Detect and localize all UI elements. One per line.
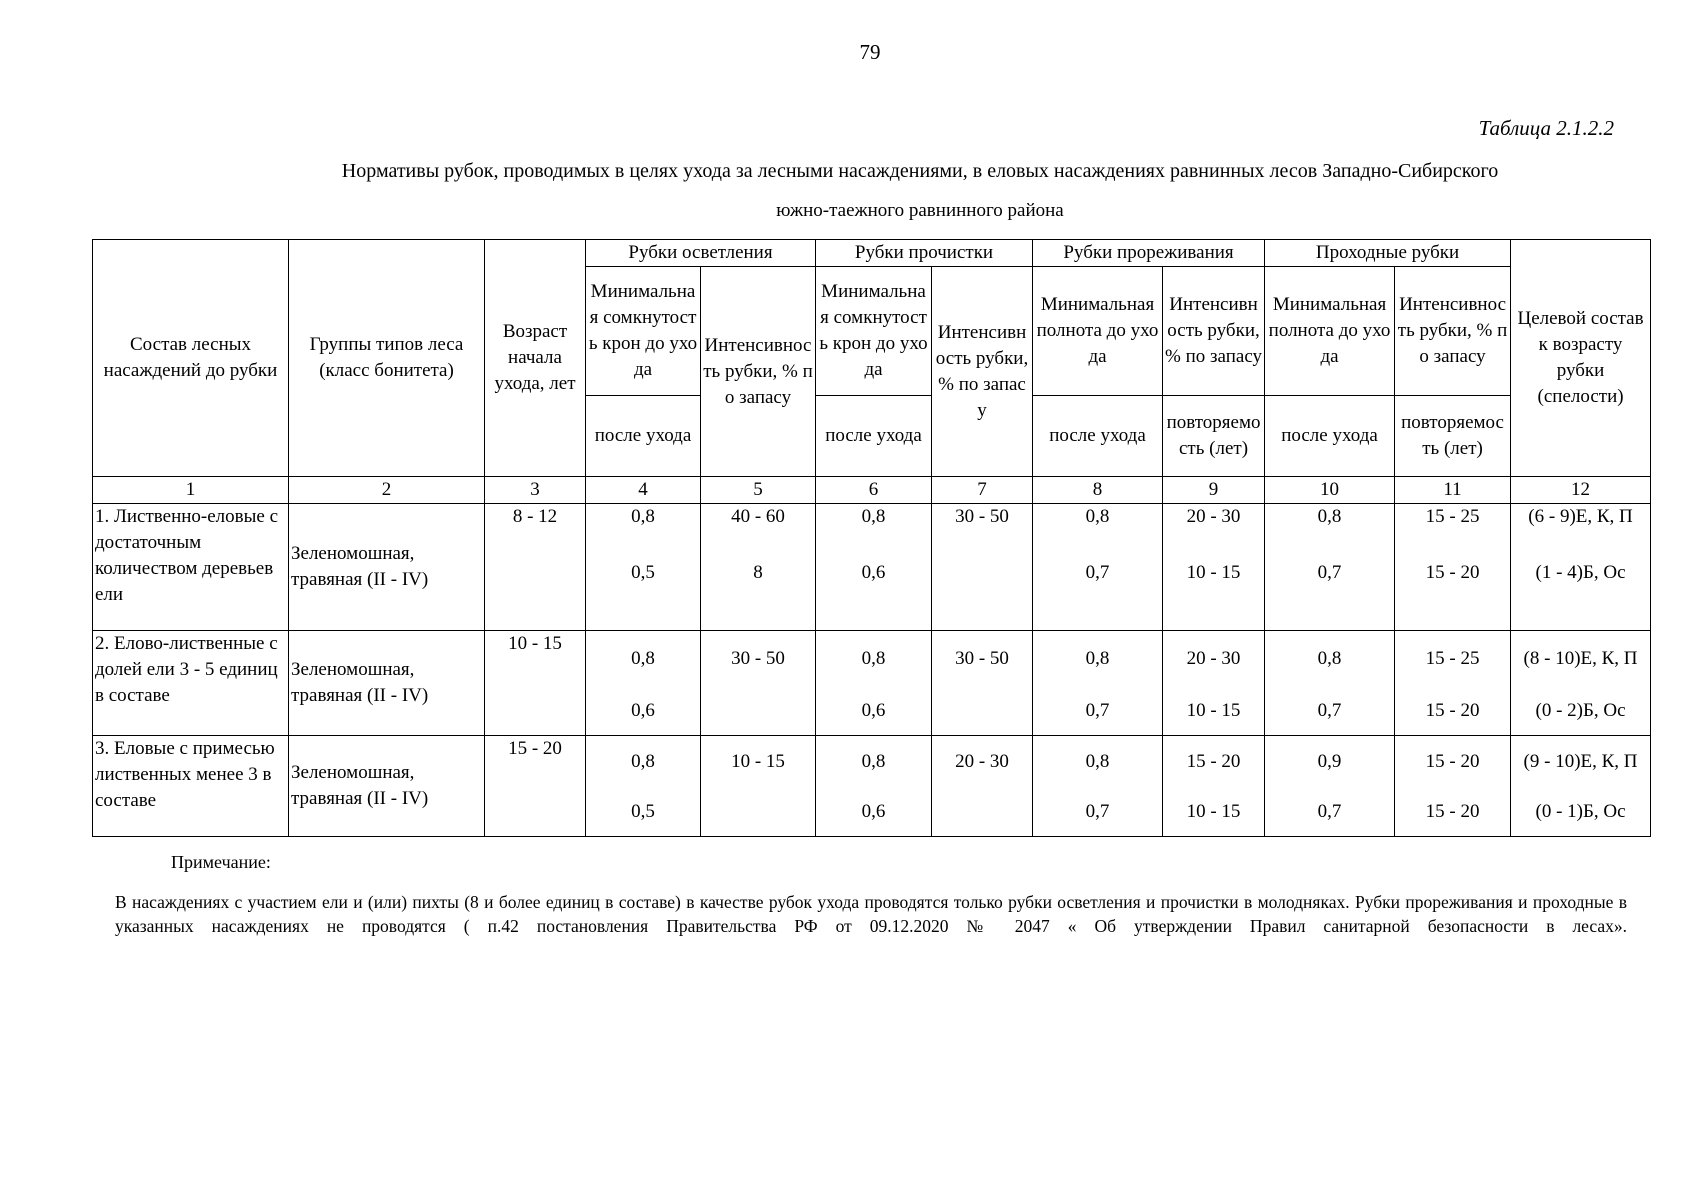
- header-repeat-prohod: повторяемость (лет): [1395, 396, 1511, 477]
- cell-value: 30 - 50: [932, 631, 1033, 688]
- cell-value: 40 - 60: [701, 504, 816, 561]
- col-number: 12: [1511, 477, 1651, 504]
- header-composition: Состав лесных насаждений до рубки: [93, 240, 289, 477]
- col-number: 4: [586, 477, 701, 504]
- cell-value: 0,8: [586, 504, 701, 561]
- header-intensity-prohod: Интенсивность рубки, % по запасу: [1395, 267, 1511, 396]
- cell-value: (1 - 4)Б, Ос: [1511, 560, 1651, 631]
- cell-value: 20 - 30: [1163, 504, 1265, 561]
- cell-value: [932, 788, 1033, 837]
- cell-value: 20 - 30: [1163, 631, 1265, 688]
- cell-value: 20 - 30: [932, 736, 1033, 789]
- row-forest-type: Зеленомошная, травяная (II - IV): [289, 631, 485, 736]
- cell-value: 0,7: [1265, 687, 1395, 736]
- cell-value: 0,7: [1265, 560, 1395, 631]
- note-heading: Примечание:: [171, 852, 271, 872]
- cell-value: 10 - 15: [1163, 687, 1265, 736]
- cell-value: 10 - 15: [701, 736, 816, 789]
- note-text: В насаждениях с участием ели и (или) пихты (8 и более единиц в составе) в качестве рубок ухода проводятся только рубки осветления и прочистки в молодняках. Рубки прореживания и проходные в указанных насаждениях не проводятся ( п.42 постановления Правительства РФ от 09.12.2020 № 2047 « Об утверждении Правил санитарной безопасности в лесах».: [115, 892, 1627, 936]
- cell-value: 0,9: [1265, 736, 1395, 789]
- cell-value: 30 - 50: [701, 631, 816, 688]
- page-number: 79: [859, 40, 881, 64]
- cell-value: [701, 687, 816, 736]
- row-start-age: 8 - 12: [485, 504, 586, 631]
- row-composition: 2. Елово-лиственные с долей ели 3 - 5 единиц в составе: [93, 631, 289, 736]
- cell-value: 0,8: [1033, 736, 1163, 789]
- cell-value: 0,8: [586, 736, 701, 789]
- table-subtitle: южно-таежного равнинного района: [776, 200, 1064, 221]
- header-min-density-prorezh: Минимальная полнота до ухода: [1033, 267, 1163, 396]
- cell-value: [932, 560, 1033, 631]
- col-number: 11: [1395, 477, 1511, 504]
- col-number: 3: [485, 477, 586, 504]
- cell-value: 0,8: [816, 736, 932, 789]
- col-number: 8: [1033, 477, 1163, 504]
- cell-value: 0,8: [816, 504, 932, 561]
- header-after-care-prohod: после ухода: [1265, 396, 1395, 477]
- header-group-osvetlenie: Рубки осветления: [586, 240, 816, 267]
- cell-value: (6 - 9)Е, К, П: [1511, 504, 1651, 561]
- header-group-prochistka: Рубки прочистки: [816, 240, 1033, 267]
- cell-value: 0,7: [1033, 560, 1163, 631]
- header-intensity-proch: Интенсивность рубки, % по запасу: [932, 267, 1033, 477]
- row-start-age: 15 - 20: [485, 736, 586, 837]
- col-number: 6: [816, 477, 932, 504]
- header-group-prorezhivanie: Рубки прореживания: [1033, 240, 1265, 267]
- row-forest-type: Зеленомошная, травяная (II - IV): [289, 736, 485, 837]
- norms-table: [92, 239, 1651, 837]
- header-min-density-prohod: Минимальная полнота до ухода: [1265, 267, 1395, 396]
- cell-value: (8 - 10)Е, К, П: [1511, 631, 1651, 688]
- row-forest-type: Зеленомошная, травяная (II - IV): [289, 504, 485, 631]
- header-intensity-prorezh: Интенсивность рубки, % по запасу: [1163, 267, 1265, 396]
- cell-value: 10 - 15: [1163, 560, 1265, 631]
- cell-value: [701, 788, 816, 837]
- cell-value: 15 - 20: [1395, 788, 1511, 837]
- cell-value: 0,5: [586, 560, 701, 631]
- cell-value: 0,8: [1033, 631, 1163, 688]
- cell-value: 30 - 50: [932, 504, 1033, 561]
- col-number: 9: [1163, 477, 1265, 504]
- cell-value: 0,6: [586, 687, 701, 736]
- col-number: 5: [701, 477, 816, 504]
- cell-value: 0,6: [816, 687, 932, 736]
- cell-value: 0,6: [816, 788, 932, 837]
- col-number: 1: [93, 477, 289, 504]
- cell-value: 0,8: [1265, 631, 1395, 688]
- cell-value: 0,6: [816, 560, 932, 631]
- cell-value: 0,7: [1265, 788, 1395, 837]
- cell-value: (0 - 1)Б, Ос: [1511, 788, 1651, 837]
- row-composition: 1. Лиственно-еловые с достаточным количеством деревьев ели: [93, 504, 289, 631]
- header-start-age: Возраст начала ухода, лет: [485, 240, 586, 477]
- cell-value: 0,8: [1265, 504, 1395, 561]
- header-intensity-osv: Интенсивность рубки, % по запасу: [701, 267, 816, 477]
- col-number: 7: [932, 477, 1033, 504]
- col-number: 10: [1265, 477, 1395, 504]
- header-after-care-proch: после ухода: [816, 396, 932, 477]
- col-number: 2: [289, 477, 485, 504]
- cell-value: (0 - 2)Б, Ос: [1511, 687, 1651, 736]
- cell-value: 15 - 20: [1163, 736, 1265, 789]
- table-title: Нормативы рубок, проводимых в целях ухода за лесными насаждениями, в еловых насаждениях равнинных лесов Западно-Сибирского: [341, 160, 1499, 182]
- header-forest-type: Группы типов леса (класс бонитета): [289, 240, 485, 477]
- cell-value: 15 - 20: [1395, 736, 1511, 789]
- cell-value: 0,7: [1033, 687, 1163, 736]
- header-after-care-osv: после ухода: [586, 396, 701, 477]
- cell-value: 8: [701, 560, 816, 631]
- header-min-closure-proch: Минимальная сомкнутость крон до ухода: [816, 267, 932, 396]
- cell-value: 0,8: [1033, 504, 1163, 561]
- cell-value: [932, 687, 1033, 736]
- cell-value: 15 - 25: [1395, 631, 1511, 688]
- cell-value: (9 - 10)Е, К, П: [1511, 736, 1651, 789]
- table-label: Таблица 2.1.2.2: [1478, 116, 1614, 140]
- header-after-care-prorezh: после ухода: [1033, 396, 1163, 477]
- cell-value: 15 - 20: [1395, 687, 1511, 736]
- header-repeat-prorezh: повторяемость (лет): [1163, 396, 1265, 477]
- cell-value: 10 - 15: [1163, 788, 1265, 837]
- header-min-closure-osv: Минимальная сомкнутость крон до ухода: [586, 267, 701, 396]
- header-target-composition: Целевой состав к возрасту рубки (спелости): [1511, 240, 1651, 477]
- header-group-prohodnye: Проходные рубки: [1265, 240, 1511, 267]
- row-start-age: 10 - 15: [485, 631, 586, 736]
- cell-value: 0,7: [1033, 788, 1163, 837]
- cell-value: 0,8: [816, 631, 932, 688]
- row-composition: 3. Еловые с примесью лиственных менее 3 в составе: [93, 736, 289, 837]
- cell-value: 0,8: [586, 631, 701, 688]
- cell-value: 0,5: [586, 788, 701, 837]
- cell-value: 15 - 25: [1395, 504, 1511, 561]
- cell-value: 15 - 20: [1395, 560, 1511, 631]
